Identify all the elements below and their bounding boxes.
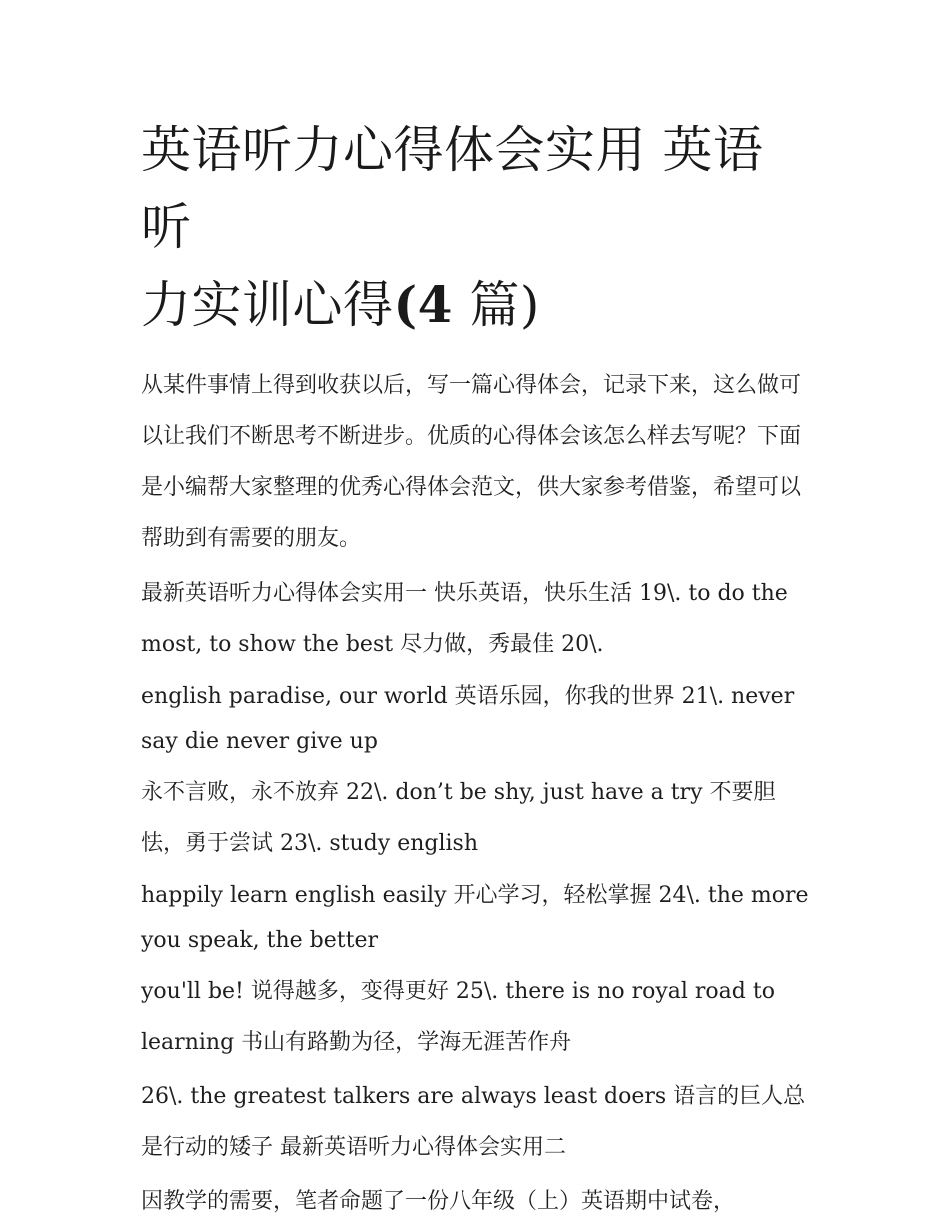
title-line-2-suffix: 篇) [469, 276, 540, 334]
body-paragraph-2: english paradise, our world 英语乐园，你我的世界 21\. never say die never give up [141, 684, 795, 754]
intro-paragraph: 从某件事情上得到收获以后，写一篇心得体会，记录下来，这么做可以让我们不断思考不断进步。优质的心得体会该怎么样去写呢？下面是小编帮大家整理的优秀心得体会范文，供大家参考借鉴，希望可以帮助到有需要的朋友。 [141, 373, 802, 551]
title-line-1: 英语听力心得体会实用 英语听 [141, 121, 764, 256]
title-line-2-prefix: 力实训心得 [141, 276, 394, 334]
body-paragraph-6: 26\. the greatest talkers are always least doers 语言的巨人总是行动的矮子 最新英语听力心得体会实用二 [141, 1084, 806, 1160]
body-paragraph-5: you'll be! 说得越多，变得更好 25\. there is no royal road to learning 书山有路勤为径，学海无涯苦作舟 [141, 979, 775, 1055]
body-paragraph-3: 永不言败，永不放弃 22\. don’t be shy, just have a try 不要胆怯，勇于尝试 23\. study english [141, 780, 776, 856]
body-paragraph-1: 最新英语听力心得体会实用一 快乐英语，快乐生活 19\. to do the most, to show the best 尽力做，秀最佳 20\. [141, 581, 788, 657]
document-title [141, 112, 813, 344]
body-paragraph-7: 因教学的需要，笔者命题了一份八年级（上）英语期中试卷， [141, 1189, 736, 1214]
body-paragraph-4: happily learn english easily 开心学习，轻松掌握 24\. the more you speak, the better [141, 883, 809, 953]
title-count: (4 [393, 275, 453, 334]
document-body [141, 112, 813, 1227]
